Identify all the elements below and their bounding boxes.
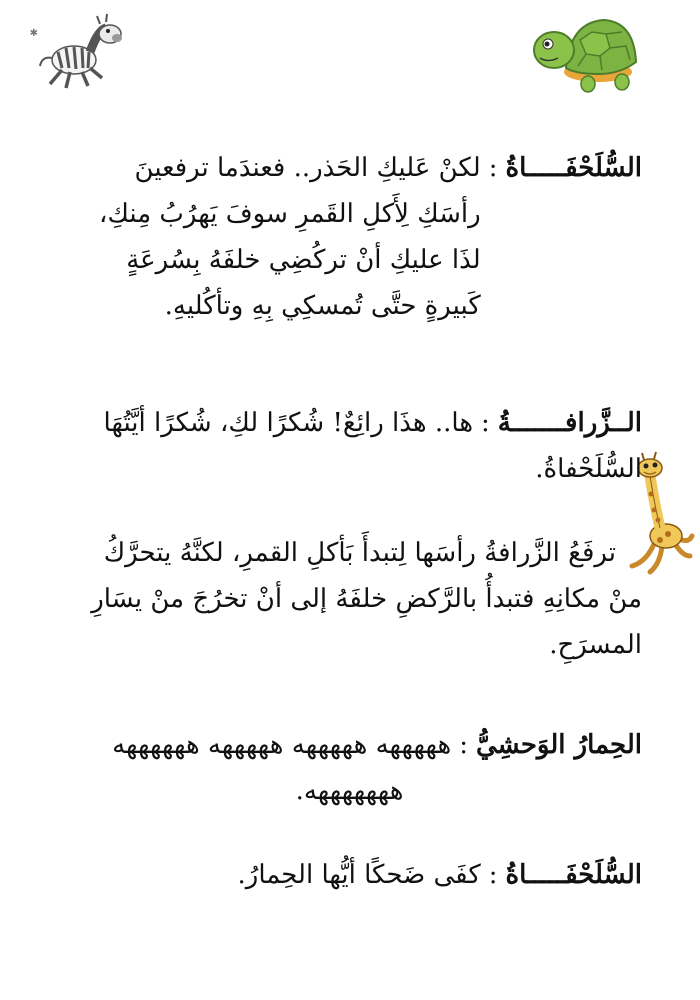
speech-line: رأسَكِ لِأَكلِ القَمرِ سوفَ يَهرُبُ مِنكِ، [99, 199, 481, 229]
narration-line: منْ مكانِهِ فتبدأُ بالرَّكضِ خلفَهُ إلى أنْ تخرُجَ منْ يسَارِ [91, 584, 642, 614]
speech-line: السُّلَحْفاةُ. [535, 454, 642, 484]
speaker-name: الــزَّرافـــــــةُ [497, 408, 642, 438]
speech-text [57, 400, 473, 446]
speech-line: هههههههه. [295, 776, 404, 806]
speech-text [57, 722, 451, 768]
speech-line: كَبيرةٍ حتَّى تُمسكِي بِهِ وتأكُليهِ. [164, 291, 481, 321]
speech-line: كفَى ضَحكًا أيُّها الحِمارُ. [237, 860, 481, 890]
colon: : [488, 860, 498, 890]
dialogue-turtle-1 [57, 145, 642, 329]
speaker-name: الحِمارُ الوَحشِيُّ [475, 730, 642, 760]
narration-line: المسرَحِ. [549, 630, 642, 660]
speaker-name: السُّلَحْفَـــــاةُ [505, 860, 642, 890]
colon: : [481, 408, 490, 438]
narration-line: ترفَعُ الزَّرافةُ رأسَها لِتبدأَ بَأكلِ القمرِ، لكنَّهُ يتحرَّكُ [103, 538, 616, 568]
dialogue-zebra-cont [57, 768, 642, 814]
speech-line: لذَا عليكِ أنْ تركُضِي خلفَهُ بِسُرعَةٍ [126, 245, 481, 275]
dialogue-giraffe-cont [57, 446, 642, 492]
speech-line: لكنْ عَليكِ الحَذر.. فعندَما ترفعينَ [134, 153, 481, 183]
speech-line: هههههه هههههه هههههه ههههههه [112, 730, 452, 760]
svg-text:✱: ✱ [29, 28, 38, 39]
speech-line: ها.. هذَا رائِعٌ! شُكرًا لكِ، شُكرًا أيَّتُهَا [103, 408, 474, 438]
turtle-illustration [530, 10, 640, 98]
speaker-name: السُّلَحْفَـــــاةُ [505, 153, 642, 183]
zebra-illustration [29, 12, 124, 92]
dialogue-giraffe [57, 400, 642, 446]
stage-narration [57, 530, 642, 668]
speech-text [57, 145, 481, 329]
colon: : [459, 730, 468, 760]
speech-text [57, 852, 481, 898]
colon: : [488, 153, 498, 183]
dialogue-turtle-2 [57, 852, 642, 898]
dialogue-zebra [57, 722, 642, 768]
